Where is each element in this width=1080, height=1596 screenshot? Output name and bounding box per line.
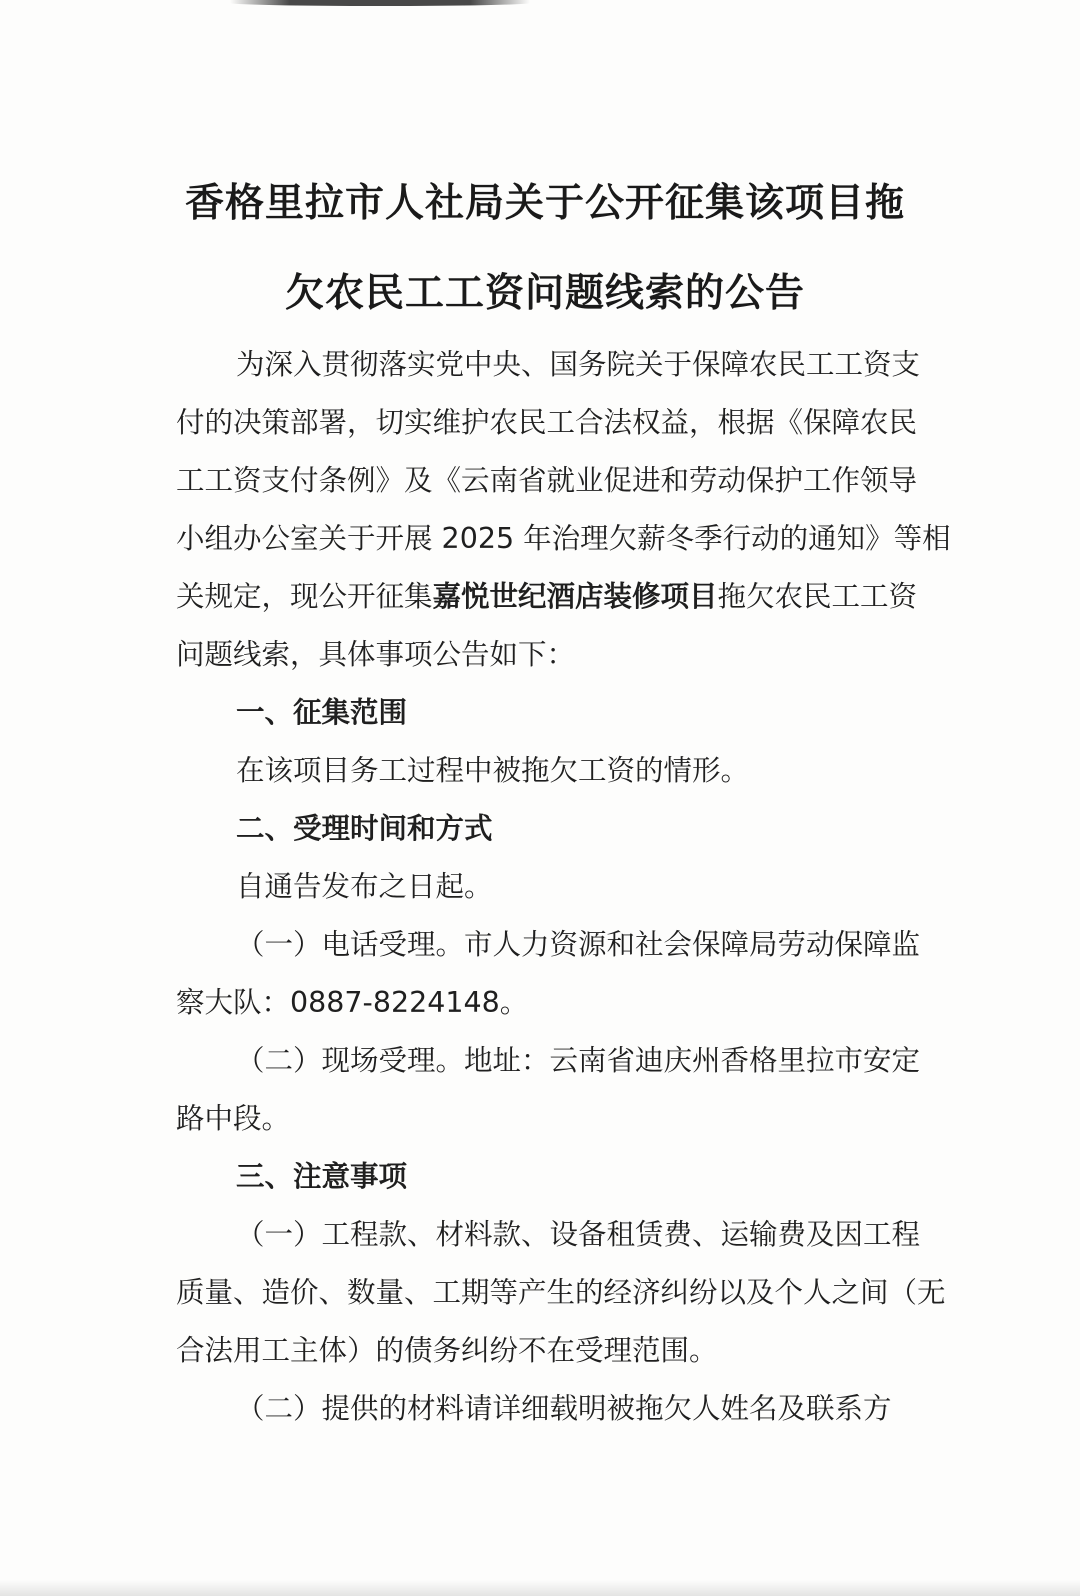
section-3-item-1-line-3: 合法用工主体）的债务纠纷不在受理范围。	[176, 1334, 718, 1367]
scan-shadow-bottom	[0, 1580, 1080, 1596]
section-1-line-1: 在该项目务工过程中被拖欠工资的情形。	[236, 754, 750, 787]
section-2-line-1: 自通告发布之日起。	[236, 870, 493, 903]
intro-line-4: 小组办公室关于开展 2025 年治理欠薪冬季行动的通知》等相	[176, 522, 951, 555]
phone-line-1: （一）电话受理。市人力资源和社会保障局劳动保障监	[236, 928, 921, 961]
notice-title-line-2: 欠农民工工资问题线索的公告	[284, 270, 805, 316]
intro-line-6: 问题线索，具体事项公告如下：	[176, 638, 576, 671]
onsite-line-2: 路中段。	[176, 1102, 291, 1135]
intro-line-1: 为深入贯彻落实党中央、国务院关于保障农民工工资支	[236, 348, 921, 381]
scan-shadow-top	[230, 0, 530, 6]
section-3-heading: 三、注意事项	[236, 1160, 408, 1193]
section-2-heading: 二、受理时间和方式	[236, 812, 493, 845]
intro-line-5-start: 关规定，现公开征集	[176, 580, 433, 613]
project-name: 嘉悦世纪酒店装修项目	[432, 580, 718, 613]
notice-title-line-1: 香格里拉市人社局关于公开征集该项目拖	[184, 180, 905, 226]
intro-line-3: 工工资支付条例》及《云南省就业促进和劳动保护工作领导	[176, 464, 918, 497]
section-3-item-1-line-1: （一）工程款、材料款、设备租赁费、运输费及因工程	[236, 1218, 921, 1251]
section-3-item-2-line-1: （二）提供的材料请详细载明被拖欠人姓名及联系方	[236, 1392, 892, 1425]
intro-line-5	[176, 578, 926, 616]
phone-line-2: 察大队：0887-8224148。	[176, 986, 529, 1019]
intro-line-2: 付的决策部署，切实维护农民工合法权益，根据《保障农民	[176, 406, 918, 439]
section-1-heading: 一、征集范围	[236, 696, 408, 729]
section-3-item-1-line-2: 质量、造价、数量、工期等产生的经济纠纷以及个人之间（无	[176, 1276, 946, 1309]
intro-line-5-end: 拖欠农民工工资	[717, 580, 918, 613]
onsite-line-1: （二）现场受理。地址：云南省迪庆州香格里拉市安定	[236, 1044, 921, 1077]
